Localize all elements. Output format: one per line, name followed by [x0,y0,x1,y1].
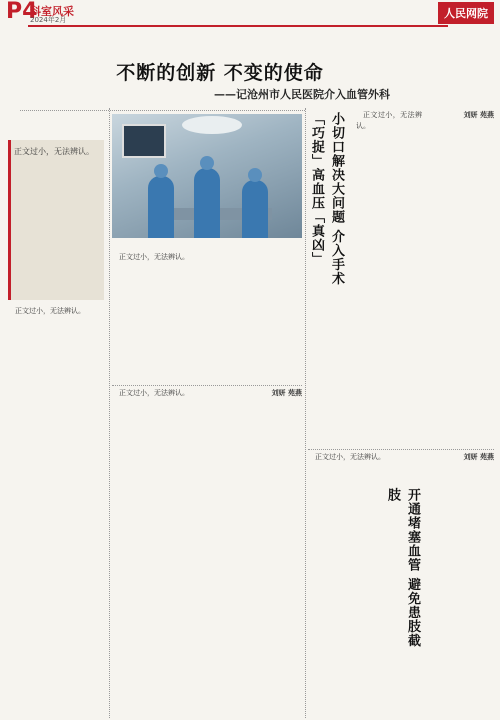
masthead-logo: 人民网院 [438,2,494,24]
surgeon-figure [242,180,268,238]
sidebar-2-title: 开通堵塞血管 避免患肢截肢 [385,488,420,648]
article-subhead: ——记沧州市人民医院介入血管外科 [214,88,390,101]
article-headline: 不断的创新 不变的使命 [116,62,324,84]
page-number: P4 [6,0,38,24]
sidebar-1-body [308,110,494,450]
paragraph: 正文过小，无法辨认。 [356,111,422,130]
section-divider [112,385,302,386]
sidebar-1-title: 小切口解决大问题 介入手术「巧捉」高血压「真凶」 [309,112,344,286]
intro-text: 正文过小，无法辨认。 [14,147,94,156]
title-divider [20,110,305,111]
header-rule [28,25,448,27]
intro-box [8,140,104,300]
surgeon-head [154,164,168,178]
section-name: 科室风采 [30,5,74,18]
article-column-left [8,306,106,716]
surgeon-head [248,168,262,182]
article-column-mid-a [112,252,302,382]
issue-date: 2024年2月 [30,16,67,24]
surgeon-figure [194,168,220,238]
sidebar-2-body [308,452,494,718]
surgeon-figure [148,176,174,238]
byline: 刘妍 苑燕 [463,110,494,119]
byline: 刘妍 苑燕 [463,452,494,461]
article-column-mid-b [112,388,302,718]
byline: 刘妍 苑燕 [271,388,302,397]
intro-accent-bar [8,140,11,300]
column-divider [109,108,110,718]
surgeon-head [200,156,214,170]
page-header [0,0,500,26]
paragraph: 正文过小，无法辨认。 [15,307,85,315]
paragraph: 正文过小，无法辨认。 [119,389,189,397]
monitor-screen [122,124,166,158]
paragraph: 正文过小，无法辨认。 [119,253,189,261]
paragraph: 正文过小，无法辨认。 [315,453,385,461]
surgery-photo [112,114,302,238]
operating-lamp [182,116,242,134]
